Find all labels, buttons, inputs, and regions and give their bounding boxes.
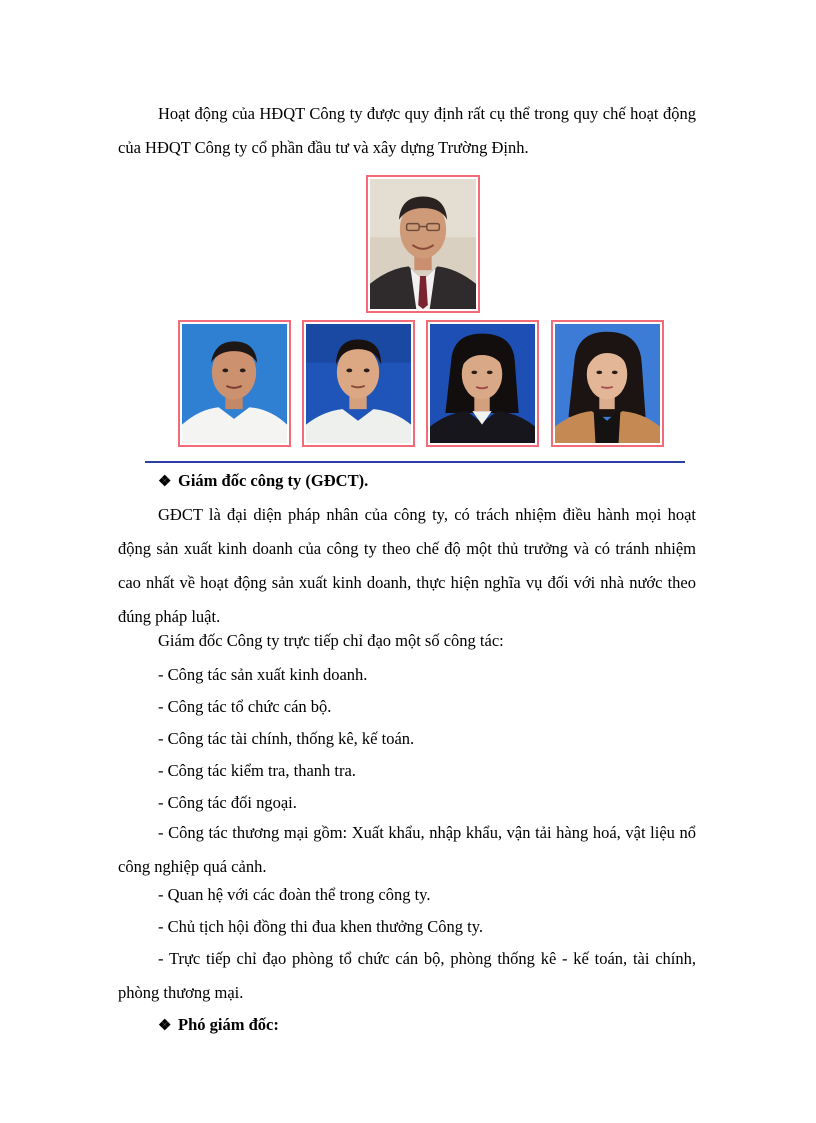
duty-item: - Quan hệ với các đoàn thể trong công ty.	[158, 885, 431, 904]
deputy-photo-2	[302, 320, 415, 447]
director-description: GĐCT là đại diện pháp nhân của công ty, có trách nhiệm điều hành mọi hoạt động sản xuất kinh doanh của công ty theo chế độ một thủ trưởng và có tránh nhiệm cao nhất về hoạt động sản xuất kinh doanh, thực hiện nghĩa vụ đối với nhà nước theo đúng pháp luật.	[118, 505, 696, 626]
duty-item: - Công tác thương mại gồm: Xuất khẩu, nhập khẩu, vận tải hàng hoá, vật liệu nổ công nghiệp quá cảnh.	[118, 823, 696, 876]
portrait-woman-dark-jacket-image	[430, 324, 535, 443]
director-heading-text: Giám đốc công ty (GĐCT).	[178, 471, 369, 490]
portrait-young-man-image	[306, 324, 411, 443]
duties-intro: Giám đốc Công ty trực tiếp chỉ đạo một số công tác:	[158, 631, 504, 650]
intro-paragraph: Hoạt động của HĐQT Công ty được quy định rất cụ thể trong quy chế hoạt động của HĐQT Công ty cổ phần đầu tư và xây dựng Trường Định.	[118, 104, 696, 157]
portrait-woman-brown-jacket-image	[555, 324, 660, 443]
director-heading	[158, 464, 368, 499]
chairman-photo	[366, 175, 480, 313]
deputy-photo-1	[178, 320, 291, 447]
deputy-heading-text: Phó giám đốc:	[178, 1015, 279, 1034]
portrait-man-white-shirt-image	[182, 324, 287, 443]
deputy-heading	[158, 1008, 279, 1043]
diamond-bullet-icon: ❖	[158, 1018, 172, 1034]
duty-item: - Công tác sản xuất kinh doanh.	[158, 665, 368, 684]
duty-item: - Công tác tài chính, thống kê, kế toán.	[158, 729, 415, 748]
duty-item: - Chủ tịch hội đồng thi đua khen thưởng Công ty.	[158, 917, 484, 936]
deputy-photo-3	[426, 320, 539, 447]
duty-item: - Công tác đối ngoại.	[158, 793, 297, 812]
deputy-photo-4	[551, 320, 664, 447]
duty-item: - Công tác tổ chức cán bộ.	[158, 697, 332, 716]
portrait-man-suit-image	[370, 179, 476, 309]
section-divider	[145, 461, 685, 463]
diamond-bullet-icon: ❖	[158, 474, 172, 490]
duty-item: - Công tác kiểm tra, thanh tra.	[158, 761, 356, 780]
duty-item: - Trực tiếp chỉ đạo phòng tổ chức cán bộ, phòng thống kê - kế toán, tài chính, phòng thương mại.	[118, 949, 696, 1002]
